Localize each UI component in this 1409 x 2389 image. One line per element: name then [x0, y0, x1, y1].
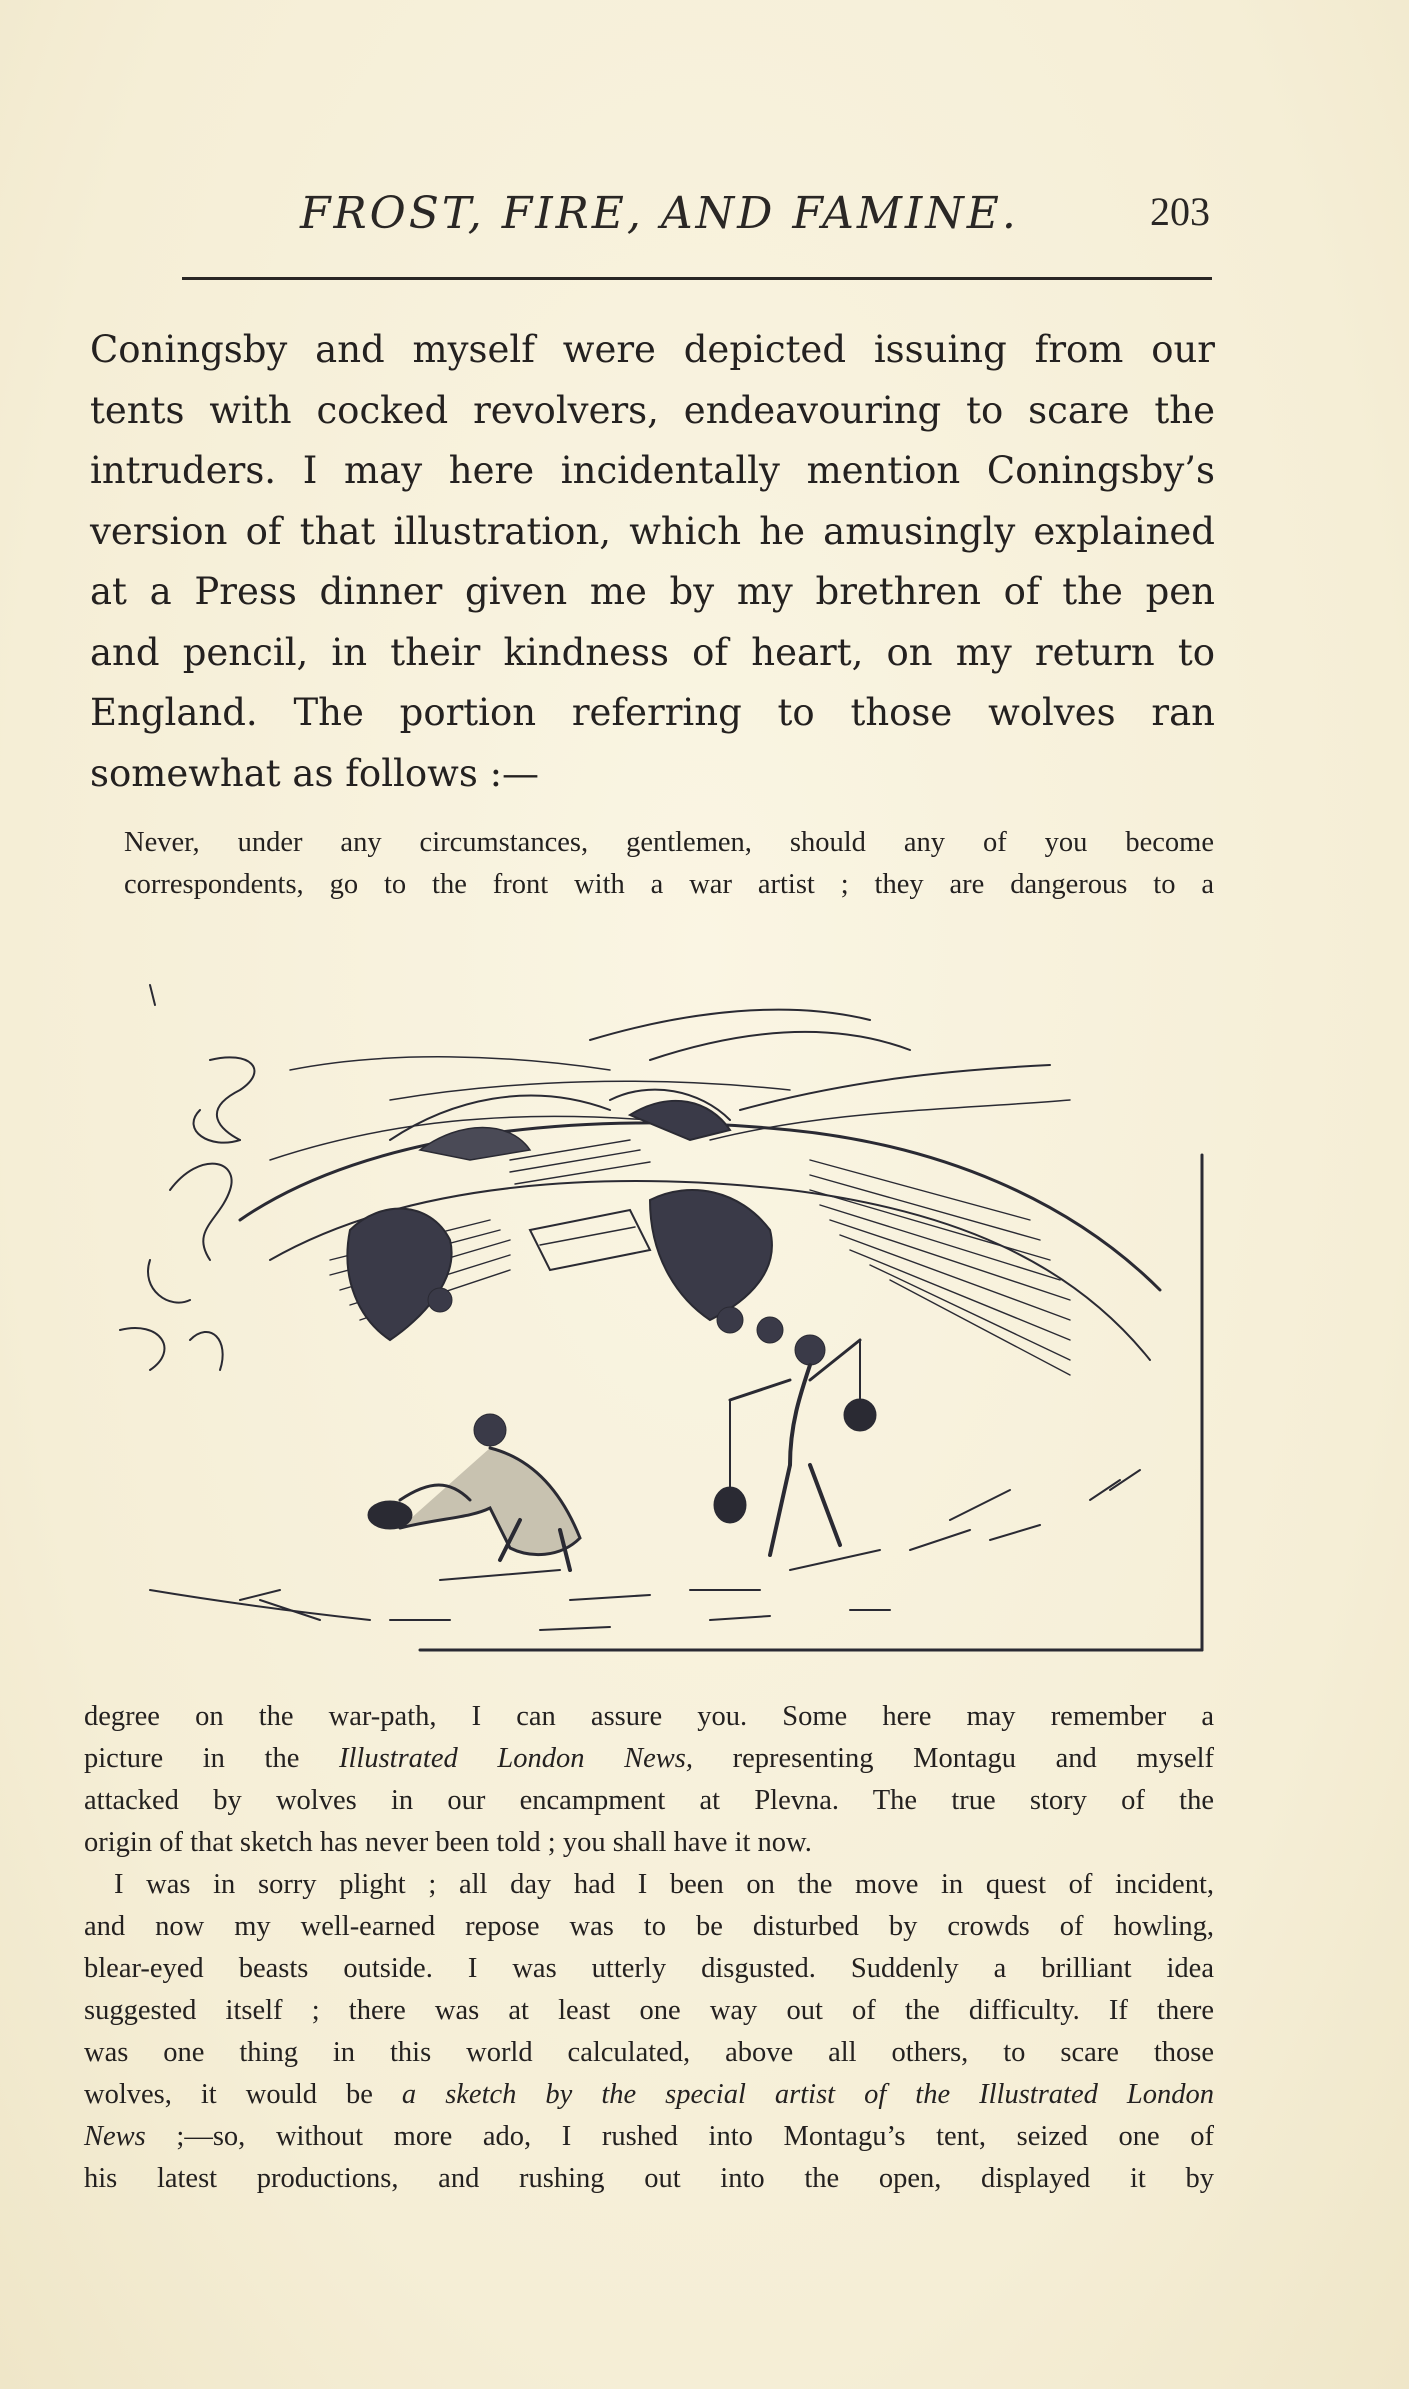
italic-phrase: a sketch by the special artist of the Illustrated London — [401, 2079, 1214, 2110]
text-span: picture in the — [84, 1743, 339, 1774]
header-rule — [182, 277, 1212, 280]
quote-line: his latest productions, and rushing out into the open, displayed it by — [84, 2163, 1214, 2194]
running-head — [180, 188, 1210, 248]
text-line: Coningsby and myself were depicted issuing from our — [90, 328, 1215, 371]
text-line: and pencil, in their kindness of heart, on my return to — [90, 630, 1215, 674]
text-line: tents with cocked revolvers, endeavouring to scare the — [90, 388, 1215, 432]
italic-phrase: News — [84, 2121, 146, 2152]
quotation-top — [124, 822, 1214, 906]
text-span: ;—so, without more ado, I rushed into Montagu’s tent, seized one of — [145, 2121, 1214, 2152]
text-line: intruders. I may here incidentally mention Coningsby’s — [90, 449, 1215, 492]
camp-in-snow-image — [90, 960, 1210, 1660]
quotation-bottom — [84, 1696, 1214, 2200]
text-line: version of that illustration, which he amusingly explained — [90, 509, 1215, 553]
quote-line: I was in sorry plight ; all day had I been on the move in quest of incident, — [114, 1869, 1214, 1900]
quote-line — [84, 2116, 1214, 2158]
quote-line: blear-eyed beasts outside. I was utterly disgusted. Suddenly a brilliant idea — [84, 1953, 1214, 1984]
text-line: somewhat as follows :— — [90, 751, 540, 795]
quote-line: correspondents, go to the front with a war artist ; they are dangerous to a — [124, 869, 1214, 900]
italic-title: Illustrated London News, — [339, 1743, 693, 1774]
quote-line: origin of that sketch has never been told ; you shall have it now. — [84, 1827, 812, 1858]
text-line: at a Press dinner given me by my brethren of the pen — [90, 570, 1215, 613]
text-span: wolves, it would be — [84, 2079, 402, 2110]
quote-line: suggested itself ; there was at least one way out of the difficulty. If there — [84, 1995, 1214, 2026]
text-line: England. The portion referring to those wolves ran — [90, 691, 1215, 734]
running-title: FROST, FIRE, AND FAMINE. — [300, 188, 1019, 239]
quote-line: Never, under any circumstances, gentlemen, should any of you become — [124, 827, 1214, 858]
quote-line — [84, 1738, 1214, 1780]
quote-line — [84, 2074, 1214, 2116]
main-paragraph — [90, 320, 1215, 804]
quote-line: degree on the war-path, I can assure you. Some here may remember a — [84, 1701, 1214, 1732]
quote-line: was one thing in this world calculated, above all others, to scare those — [84, 2037, 1214, 2068]
quote-line: attacked by wolves in our encampment at Plevna. The true story of the — [84, 1785, 1214, 1816]
quote-line: and now my well-earned repose was to be disturbed by crowds of howling, — [84, 1911, 1214, 1942]
page-number: 203 — [1150, 189, 1210, 234]
text-span: representing Montagu and myself — [693, 1743, 1214, 1774]
engraving-illustration — [90, 960, 1210, 1660]
